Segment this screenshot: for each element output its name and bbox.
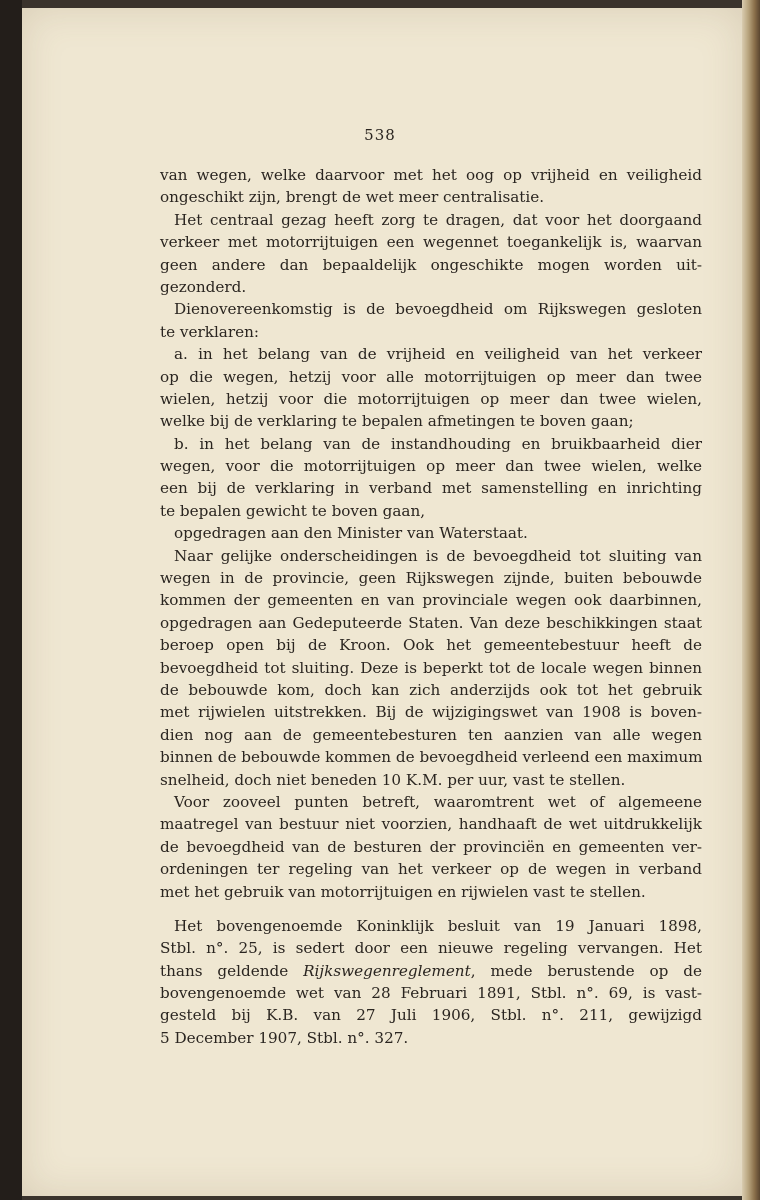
text-line: wegen in de provincie, geen Rijkswegen zijnde, buiten bebouwde [160,569,702,588]
text-line: de bevoegdheid van de besturen der provinciën en gemeenten ver- [160,837,702,856]
text-fragment: , mede berustende op de [470,961,702,980]
text-line: met rijwielen uitstrekken. Bij de wijzigingswet van 1908 is boven- [160,703,702,722]
text-line: Dienovereenkomstig is de bevoegdheid om Rijkswegen gesloten [174,300,702,319]
text-fragment: thans geldende [160,961,304,980]
text-line: Naar gelijke onderscheidingen is de bevoegdheid tot sluiting van [174,546,702,565]
paragraph-gap [160,903,702,915]
text-line: binnen de bebouwde kommen de bevoegdheid verleend een maximum [160,748,703,767]
scan-left-margin [0,0,22,1200]
text-line: dien nog aan de gemeentebesturen ten aanzien van alle wegen [160,725,702,744]
text-line: te bepalen gewicht te boven gaan, [160,501,426,520]
text-line: b. in het belang van de instandhouding en bruikbaarheid dier [174,434,702,453]
page-body [160,164,702,1049]
text-line: welke bij de verklaring te bepalen afmetingen te boven gaan; [160,412,634,431]
text-line [160,960,702,982]
text-line: van wegen, welke daarvoor met het oog op vrijheid en veiligheid [160,166,702,184]
text-line: opgedragen aan den Minister van Waterstaat. [174,524,528,543]
page-number: 538 [364,126,396,144]
text-line: met het gebruik van motorrijtuigen en rijwielen vast te stellen. [160,882,646,901]
text-line: wielen, hetzij voor die motorrijtuigen op meer dan twee wielen, [160,389,702,408]
text-line: te verklaren: [160,322,260,341]
text-line: bovengenoemde wet van 28 Februari 1891, Stbl. n°. 69, is vast- [160,984,702,1003]
text-line: de bebouwde kom, doch kan zich anderzijds ook tot het gebruik [160,680,702,699]
text-line: Het bovengenoemde Koninklijk besluit van 19 Januari 1898, [174,916,702,935]
text-line: kommen der gemeenten en van provinciale wegen ook daarbinnen, [160,591,702,610]
text-line: opgedragen aan Gedeputeerde Staten. Van deze beschikkingen staat [160,613,702,632]
text-line: wegen, voor die motorrijtuigen op meer dan twee wielen, welke [160,457,702,476]
text-line: beroep open bij de Kroon. Ook het gemeentebestuur heeft de [160,636,702,655]
text-line: Het centraal gezag heeft zorg te dragen, dat voor het doorgaand [174,210,702,229]
text-line: Stbl. n°. 25, is sedert door een nieuwe regeling vervangen. Het [160,939,702,958]
italic-title: Rijkswegenreglement [303,961,471,980]
text-line: op die wegen, hetzij voor alle motorrijtuigen op meer dan twee [160,367,702,386]
text-line: Voor zooveel punten betreft, waaromtrent wet of algemeene [174,792,702,811]
text-line: bevoegdheid tot sluiting. Deze is beperkt tot de locale wegen binnen [160,658,702,677]
text-line: a. in het belang van de vrijheid en veiligheid van het verkeer [174,345,702,364]
text-line: ongeschikt zijn, brengt de wet meer centralisatie. [160,188,545,207]
text-line: snelheid, doch niet beneden 10 K.M. per uur, vast te stellen. [160,770,626,789]
text-line: geen andere dan bepaaldelijk ongeschikte mogen worden uit- [160,255,702,274]
text-line: verkeer met motorrijtuigen een wegennet toegankelijk is, waarvan [160,233,702,252]
text-line: een bij de verklaring in verband met samenstelling en inrichting [160,479,702,498]
text-line: maatregel van bestuur niet voorzien, handhaaft de wet uitdrukkelijk [160,815,702,834]
text-line: 5 December 1907, Stbl. n°. 327. [160,1028,409,1047]
text-line: gezonderd. [160,277,247,296]
book-page-edge [742,0,760,1200]
text-line: ordeningen ter regeling van het verkeer op de wegen in verband [160,860,702,879]
text-line: gesteld bij K.B. van 27 Juli 1906, Stbl. n°. 211, gewijzigd [160,1006,702,1025]
